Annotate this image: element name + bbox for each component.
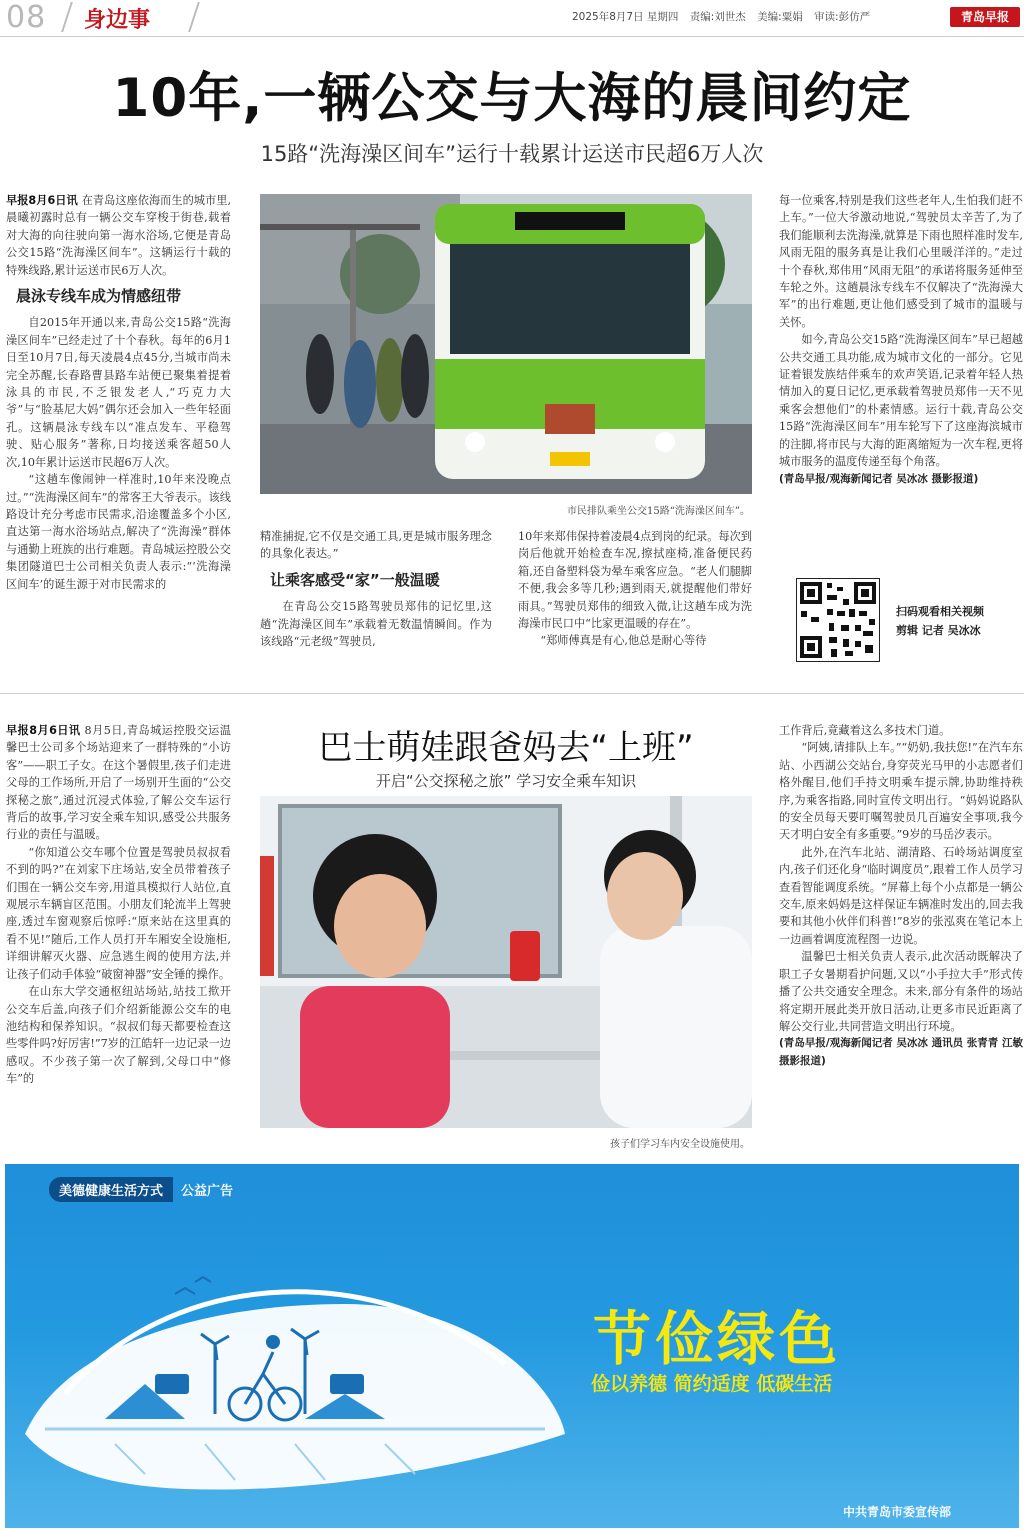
qr-code-icon [797,579,879,661]
story2-byline: (青岛早报/观海新闻记者 吴冰冰 通讯员 张青青 江敏 摄影报道) [779,1037,1023,1067]
story1-paragraph: 每一位乘客,特别是我们这些老年人,生怕我们赶不上车。”一位大爷激动地说,“驾驶员太辛苦了,为了我们能顺利去洗海澡,就算是下雨也照样准时发车,风雨无阻的服务真是让我们心里暖洋洋的。”走过十个春秋,郑伟用“风雨无阻”的承诺将服务延伸至车轮之外。这趟晨泳专线车不仅解决了“洗海澡大军”的出行难题,更让他们感受到了城市的温暖与关怀。 [779,194,1023,329]
page-number: 08 [6,0,47,35]
story1-column-2 [260,528,492,673]
ad-slogan: 俭以养德 简约适度 低碳生活 [591,1373,833,1395]
story2-paragraph: 温馨巴士相关负责人表示,此次活动既解决了职工子女暑期看护问题,又以“小手拉大手”形式传播了公共交通安全理念。未来,部分有条件的场站将定期开展此类开放日活动,让更多市民近距离了解公交行业,共同营造文明出行环境。 [779,950,1023,1033]
story1-column-4 [779,192,1023,547]
story1-headline: 10年,一辆公交与大海的晨间约定 [112,68,912,129]
story2-paragraph: 工作背后,竟藏着这么多技术门道。 [779,724,951,737]
story1-subhead: 15路“洗海澡区间车”运行十载累计运送市民超6万人次 [260,142,764,166]
bus-photo-illustration [260,194,752,494]
ad-sponsor: 中共青岛市委宣传部 [843,1505,952,1519]
story1-subheading-2: 让乘客感受“家”一般温暖 [270,570,440,589]
story2-column-right [779,722,1023,1146]
qr-text [896,602,984,640]
proof-credit: 审读:彭仿严 [814,11,871,23]
ad-title: 节俭绿色 [593,1305,842,1373]
editor-credit: 责编:刘世杰 [689,11,746,23]
story2-paragraph: “你知道公交车哪个位置是驾驶员叔叔看不到的吗?”在刘家下庄场站,安全员带着孩子们围在一辆公交车旁,用道具模拟行人站位,直观展示车辆盲区范围。小朋友们轮流半上驾驶座,透过车窗观察后惊呼:“原来站在这里真的看不见!”随后,工作人员打开车厢安全设施柜,详细讲解灭火器、应急逃生阀的使用方法,并让孩子们动手体验“破窗神器”安全锤的操作。 [6,845,231,981]
kids-photo-caption: 孩子们学习车内安全设施使用。 [610,1139,750,1150]
qr-credit: 剪辑 记者 吴冰冰 [896,624,981,637]
kids-photo [260,796,752,1128]
story1-paragraph: 10年来郑伟保持着凌晨4点到岗的纪录。每次到岗后他就开始检查车况,擦拭座椅,准备便民药箱,还自备塑料袋为晕车乘客应急。“老人们腿脚不便,我会多等几秒;遇到雨天,就提醒他们带好雨具。”驾驶员郑伟的细致入微,让这趟车成为洗海澡市民口中“比家更温暖的存在”。 [518,530,752,631]
qr-code[interactable] [796,578,880,662]
divider-slash [61,2,73,32]
section-name: 身边事 [84,8,151,33]
story2-paragraph: “阿姨,请排队上车。”“奶奶,我扶您!”在汽车东站、小西湖公交站台,身穿荧光马甲的小志愿者们格外醒目,他们手持文明乘车提示牌,协助维持秩序,为乘客指路,同时宣传文明出行。“妈妈说路队的安全员每天要叮嘱驾驶员几百遍安全事项,我今天才明白安全有多重要。”9岁的马岳汐表示。 [779,741,1023,842]
story2-dateline: 早报8月6日讯 [6,724,81,737]
public-service-ad [5,1164,1019,1528]
story1-column-3 [518,528,752,673]
story1-paragraph: 精准捕捉,它不仅是交通工具,更是城市服务理念的具象化表达。” [260,530,492,561]
story2-headline: 巴士萌娃跟爸妈去“上班” [318,728,694,768]
story1-paragraph: 在青岛公交15路驾驶员郑伟的记忆里,这趟“洗海澡区间车”承载着无数温情瞬间。作为该线路“元老级”驾驶员, [260,600,492,649]
story2-paragraph: 在山东大学交通枢纽站场站,站技工揿开公交车后盖,向孩子们介绍新能源公交车的电池结构和保养知识。“叔叔们每天都要检查这些零件吗?好厉害!”7岁的江皓轩一边记录一边感叹。不少孩子第一次了解到,父母口中“修车”的 [6,985,231,1086]
story1-subheading-1: 晨泳专线车成为情感纽带 [16,287,182,306]
story1-column-1 [6,192,231,670]
story1-byline: (青岛早报/观海新闻记者 吴冰冰 摄影报道) [779,472,979,485]
story2-subhead: 开启“公交探秘之旅” 学习安全乘车知识 [375,772,637,790]
masthead [0,0,1024,40]
designer-credit: 美编:粟娟 [757,11,803,23]
kids-photo-illustration [260,796,752,1128]
bus-photo-caption: 市民排队乘坐公交15路“洗海澡区间车”。 [567,506,750,517]
story1-dateline: 早报8月6日讯 [6,194,78,207]
qr-label: 扫码观看相关视频 [896,605,984,618]
story2-paragraph: 此外,在汽车北站、湖清路、石岭场站调度室内,孩子们还化身“临时调度员”,跟着工作人员学习查看智能调度系统。“屏幕上每个小点都是一辆公交车,原来妈妈是这样保证车辆准时发出的,回去我要和其他小伙伴们科普!”8岁的张泓爽在笔记本上一边画着调度流程图一边说。 [779,845,1023,946]
masthead-meta [572,9,878,24]
issue-date: 2025年8月7日 星期四 [572,11,679,23]
divider-slash [188,2,200,32]
story1-lead: 在青岛这座依海而生的城市里,晨曦初露时总有一辆公交车穿梭于街巷,载着对大海的向往驶向第一海水浴场,它便是青岛公交15路“洗海澡区间车”。这辆运行十载的特殊线路,累计运送市民6万人次。 [6,194,231,277]
story2-lead: 8月5日,青岛城运控股交运温馨巴士公司多个场站迎来了一群特殊的“小访客”——职工子女。在这个暑假里,孩子们走进父母的工作场所,开启了一场别开生面的“公交探秘之旅”,通过沉浸式体验,了解公交车运行背后的故事,学习安全乘车知识,感受公共服务行业的责任与温暖。 [6,724,231,842]
story1-paragraph: 如今,青岛公交15路“洗海澡区间车”早已超越公共交通工具功能,成为城市文化的一部分。它见证着银发族结伴乘车的欢声笑语,记录着年轻人热情加入的夏日记忆,更承载着驾驶员郑伟一天不见乘客会想他们”的朴素情感。运行十载,青岛公交15路“洗海澡区间车”用车轮写下了这座海滨城市的注脚,将市民与大海的距离缩短为一次车程,更将城市服务的温度传递至每个角落。 [779,333,1023,469]
ad-badge-label: 美德健康生活方式 [49,1177,173,1202]
masthead-rule [0,36,1024,37]
story1-paragraph: 自2015年开通以来,青岛公交15路“洗海澡区间车”已经走过了十个春秋。每年的6月1日至10月7日,每天凌晨4点45分,当城市尚未完全苏醒,长春路曹县路车站便已聚集着提着泳具的市民,不乏银发老人,“巧克力大爷”与“脸基尼大妈”偶尔还会加入一些年轻面孔。这辆晨泳专线车以“准点发车、平稳驾驶、贴心服务”著称,日均接送乘客超50人次,10年累计运送市民超6万人次。 [6,316,231,469]
newspaper-logo: 青岛早报 [950,7,1020,27]
ad-badge [49,1177,241,1201]
bus-photo [260,194,752,494]
story1-paragraph: “郑师傅真是有心,他总是耐心等待 [540,634,707,648]
leaf-cyclist-illustration [5,1234,585,1514]
story-divider [0,693,1024,694]
ad-badge-type: 公益广告 [181,1183,234,1199]
story2-column-left [6,722,231,1146]
story1-paragraph: “这趟车像闹钟一样准时,10年来没晚点过。”“洗海澡区间车”的常客王大爷表示。该线路设计充分考虑市民需求,沿途覆盖多个小区,直达第一海水浴场站点,解决了“洗海澡”群体与通勤上班族的出行难题。青岛城运控股公交集团隧道巴士公司相关负责人表示:“‘洗海澡区间车’的诞生源于对市民需求的 [6,473,231,591]
